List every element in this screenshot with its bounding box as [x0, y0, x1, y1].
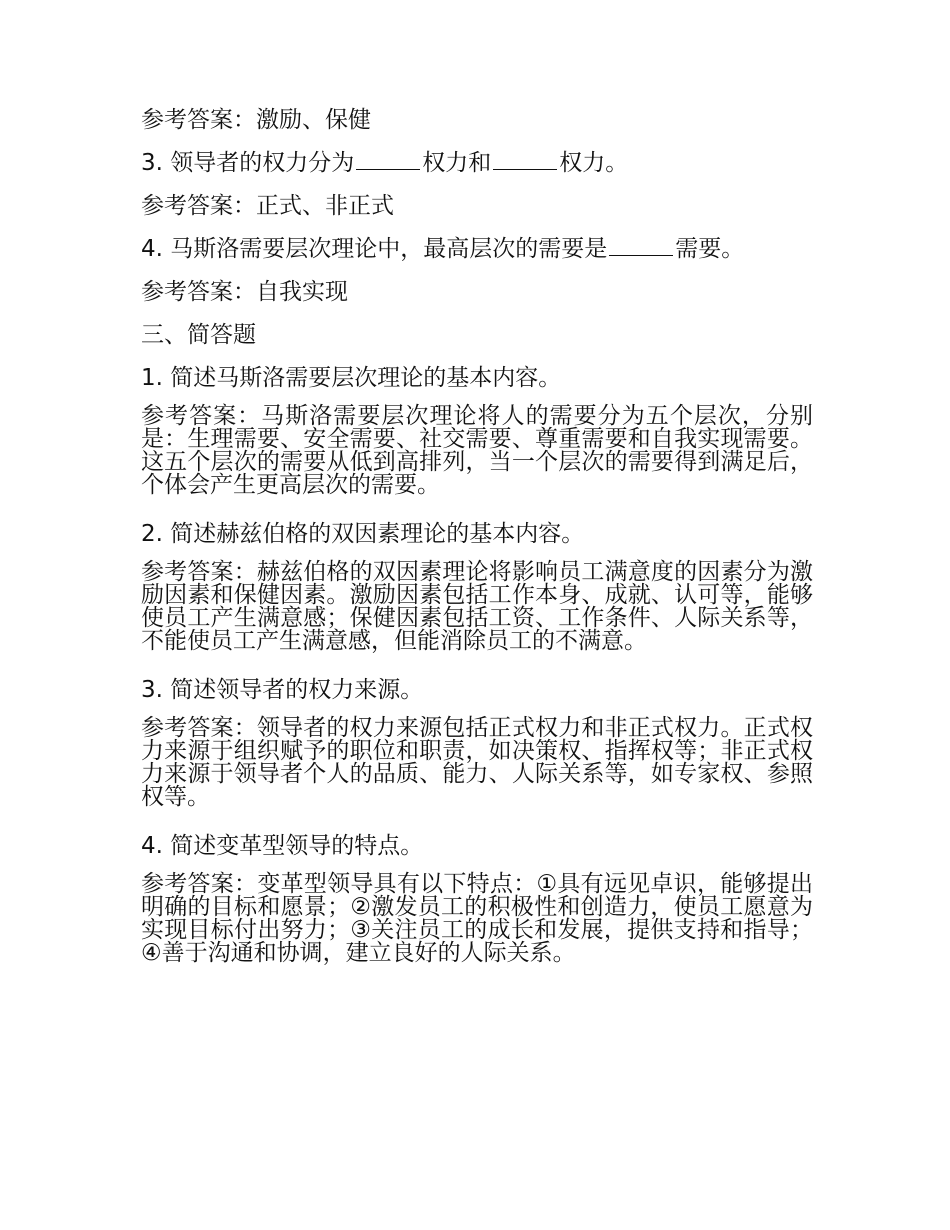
short-question-1: 1. 简述马斯洛需要层次理论的基本内容。	[141, 365, 562, 391]
answer-blank	[609, 233, 673, 256]
short-answer-3: 参考答案：领导者的权力来源包括正式权力和非正式权力。正式权力来源于组织赋予的职位和职责，如决策权、指挥权等；非正式权力来源于领导者个人的品质、能力、人际关系等，如专家权、参照权等。	[141, 715, 813, 810]
question-text: 权力和	[422, 150, 492, 176]
answer-fill-4: 参考答案：自我实现	[141, 279, 348, 305]
fill-question-3	[141, 147, 813, 180]
fill-question-4	[141, 233, 813, 266]
document-page	[141, 104, 813, 986]
question-text: 需要。	[675, 236, 745, 262]
short-answer-4: 参考答案：变革型领导具有以下特点：①具有远见卓识，能够提出明确的目标和愿景；②激发员工的积极性和创造力，使员工愿意为实现目标付出努力；③关注员工的成长和发展，提供支持和指导；④善于沟通和协调，建立良好的人际关系。	[141, 871, 813, 966]
question-text: 3. 领导者的权力分为	[141, 150, 355, 176]
answer-fill-3: 参考答案：正式、非正式	[141, 193, 394, 219]
question-text: 权力。	[559, 150, 629, 176]
short-question-2: 2. 简述赫兹伯格的双因素理论的基本内容。	[141, 521, 585, 547]
answer-fill-2: 参考答案：激励、保健	[141, 107, 371, 133]
question-text: 4. 马斯洛需要层次理论中，最高层次的需要是	[141, 236, 608, 262]
answer-blank	[493, 147, 557, 170]
answer-blank	[356, 147, 420, 170]
short-answer-1: 参考答案：马斯洛需要层次理论将人的需要分为五个层次，分别是：生理需要、安全需要、社交需要、尊重需要和自我实现需要。这五个层次的需要从低到高排列，当一个层次的需要得到满足后，个体会产生更高层次的需要。	[141, 403, 813, 498]
short-question-3: 3. 简述领导者的权力来源。	[141, 677, 424, 703]
section-title: 三、简答题	[141, 322, 256, 348]
short-question-4: 4. 简述变革型领导的特点。	[141, 833, 424, 859]
short-answer-2: 参考答案：赫兹伯格的双因素理论将影响员工满意度的因素分为激励因素和保健因素。激励因素包括工作本身、成就、认可等，能够使员工产生满意感；保健因素包括工资、工作条件、人际关系等，不能使员工产生满意感，但能消除员工的不满意。	[141, 559, 813, 654]
